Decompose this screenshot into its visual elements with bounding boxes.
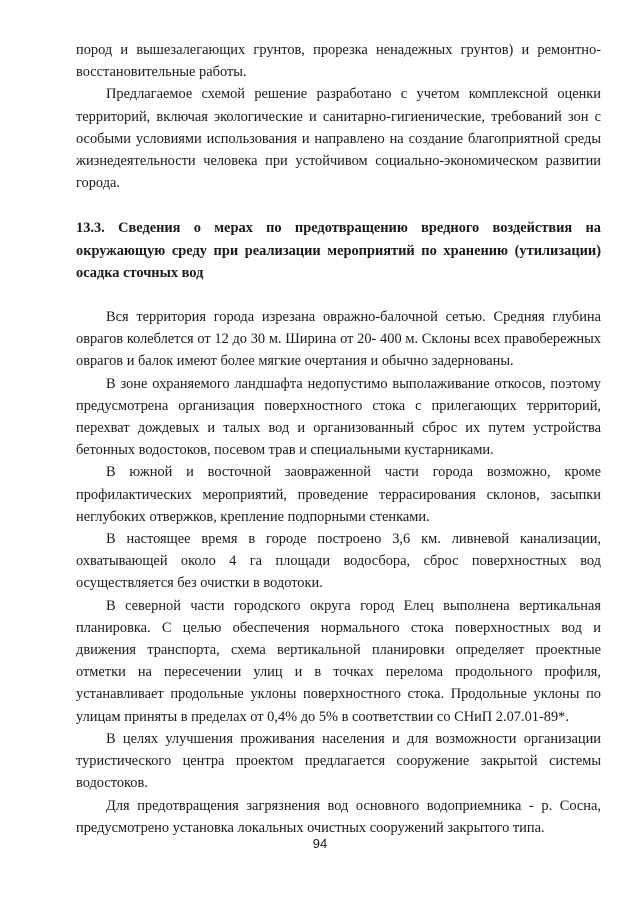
paragraph: В северной части городского округа город Елец выполнена вертикальная планировка. С целью обеспечения нормального стока поверхностных вод и движения транспорта, схема вертикальной планировки определяет проектные отметки на пересечении улиц и в точках перелома продольного профиля, устанавливает продольные уклоны поверхностного стока. Продольные уклоны по улицам приняты в пределах от 0,4% до 5% в соответствии со СНиП 2.07.01-89*. (76, 597, 601, 725)
page-body (76, 39, 601, 839)
page-number: 94 (312, 836, 328, 851)
paragraph: пород и вышезалегающих грунтов, прорезка ненадежных грунтов) и ремонтно-восстановительные работы. (76, 42, 601, 81)
paragraph: Для предотвращения загрязнения вод основного водоприемника - р. Сосна, предусмотрено установка локальных очистных сооружений закрытого типа. (76, 797, 601, 836)
section-heading: 13.3. Сведения о мерах по предотвращению вредного воздействия на окружающую среду при реализации мероприятий по хранению (утилизации) осадка сточных вод (76, 220, 601, 281)
paragraph: В настоящее время в городе построено 3,6 км. ливневой канализации, охватывающей около 4 га площади водосбора, сброс поверхностных вод осуществляется без очистки в водотоки. (76, 531, 601, 592)
paragraph: Предлагаемое схемой решение разработано с учетом комплексной оценки территорий, включая экологические и санитарно-гигиенические, требований зон с особыми условиями использования и направлено на создание благоприятной среды жизнедеятельности человека при устойчивом социально-экономическом развитии города. (76, 86, 601, 192)
paragraph: В зоне охраняемого ландшафта недопустимо выполаживание откосов, поэтому предусмотрена организация поверхностного стока с прилегающих территорий, перехват дождевых и талых вод и организованный сброс их путем устройства бетонных водостоков, посевом трав и специальными кустарниками. (76, 375, 601, 459)
paragraph: В южной и восточной заовраженной части города возможно, кроме профилактических мероприятий, проведение террасирования склонов, засыпки неглубоких отвержков, крепление подпорными стенками. (76, 464, 601, 525)
paragraph: В целях улучшения проживания населения и для возможности организации туристического центра проектом предлагается сооружение закрытой системы водостоков. (76, 730, 601, 792)
paragraph: Вся территория города изрезана овражно-балочной сетью. Средняя глубина оврагов колеблется от 12 до 30 м. Ширина от 20- 400 м. Склоны всех правобережных оврагов и балок имеют более мягкие очертания и обычно задернованы. (76, 309, 601, 370)
